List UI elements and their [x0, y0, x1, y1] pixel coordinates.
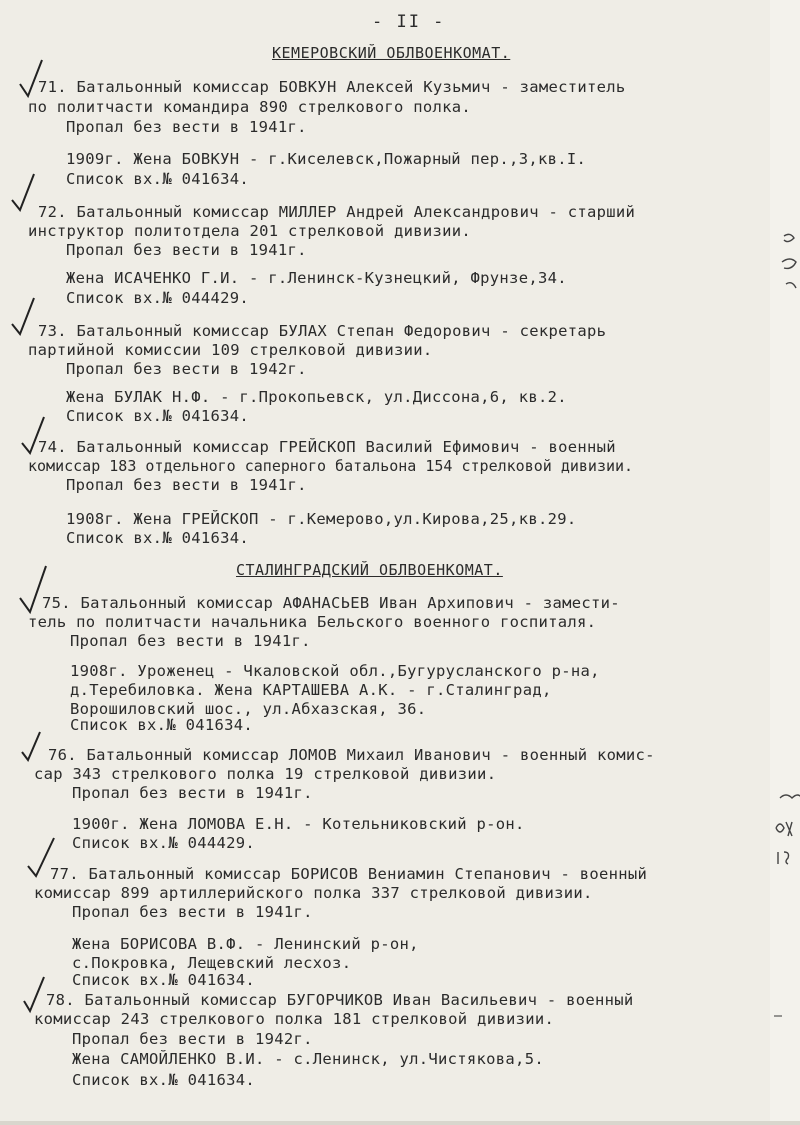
entry-76-line-2: сар 343 стрелкового полка 19 стрелковой дивизии.	[34, 765, 497, 783]
entry-74-line-2: комиссар 183 отдельного саперного батальона 154 стрелковой дивизии.	[28, 457, 634, 475]
entry-75-line-2: тель по политчасти начальника Бельского военного госпиталя.	[28, 613, 597, 631]
entry-74-line-4: 1908г. Жена ГРЕЙСКОП - г.Кемерово,ул.Кирова,25,кв.29.	[66, 510, 577, 528]
entry-77-line-4: Жена БОРИСОВА В.Ф. - Ленинский р-он,	[72, 935, 419, 953]
entry-78-line-3: Пропал без вести в 1942г.	[72, 1030, 313, 1048]
entry-71-line-1: 71. Батальонный комиссар БОВКУН Алексей Кузьмич - заместитель	[38, 78, 626, 96]
entry-76-line-4: 1900г. Жена ЛОМОВА Е.Н. - Котельниковский р-он.	[72, 815, 525, 833]
entry-72-line-4: Жена ИСАЧЕНКО Г.И. - г.Ленинск-Кузнецкий, Фрунзе,34.	[66, 269, 567, 287]
entry-75-line-5: д.Теребиловка. Жена КАРТАШЕВА А.К. - г.Сталинград,	[70, 681, 552, 699]
entry-73-line-1: 73. Батальонный комиссар БУЛАХ Степан Федорович - секретарь	[38, 322, 607, 340]
entry-72-line-1: 72. Батальонный комиссар МИЛЛЕР Андрей Александрович - старший	[38, 203, 636, 221]
entry-73-line-2: партийной комиссии 109 стрелковой дивизии.	[28, 341, 433, 359]
entry-73-line-5: Список вх.№ 041634.	[66, 407, 250, 425]
next-page-edge	[770, 0, 800, 1121]
entry-78-line-5: Список вх.№ 041634.	[72, 1071, 256, 1089]
handwritten-margin-marks	[770, 0, 800, 1121]
entry-77-line-2: комиссар 899 артиллерийского полка 337 стрелковой дивизии.	[34, 884, 593, 902]
entry-78-line-4: Жена САМОЙЛЕНКО В.И. - с.Ленинск, ул.Чистякова,5.	[72, 1050, 544, 1068]
checkmark-icon	[10, 172, 38, 214]
entry-71-line-5: Список вх.№ 041634.	[66, 170, 250, 188]
entry-72-line-5: Список вх.№ 044429.	[66, 289, 250, 307]
entry-71-line-2: по политчасти командира 890 стрелкового полка.	[28, 98, 472, 116]
page-number: - II -	[372, 12, 446, 32]
entry-75-line-1: 75. Батальонный комиссар АФАНАСЬЕВ Иван Архипович - замести-	[42, 594, 620, 612]
checkmark-icon	[10, 296, 38, 338]
entry-75-line-6: Ворошиловский шос., ул.Абхазская, 36.	[70, 700, 427, 718]
checkmark-icon	[20, 730, 44, 764]
entry-74-line-3: Пропал без вести в 1941г.	[66, 476, 307, 494]
entry-74-line-5: Список вх.№ 041634.	[66, 529, 250, 547]
entry-77-line-6: Список вх.№ 041634.	[72, 971, 256, 989]
entry-71-line-4: 1909г. Жена БОВКУН - г.Киселевск,Пожарный пер.,3,кв.I.	[66, 150, 587, 168]
entry-77-line-3: Пропал без вести в 1941г.	[72, 903, 313, 921]
entry-74-line-1: 74. Батальонный комиссар ГРЕЙСКОП Василий Ефимович - военный	[38, 438, 616, 456]
entry-76-line-3: Пропал без вести в 1941г.	[72, 784, 313, 802]
entry-76-line-5: Список вх.№ 044429.	[72, 834, 256, 852]
entry-77-line-5: с.Покровка, Лещевский лесхоз.	[72, 954, 352, 972]
section-title-kemerovo: КЕМЕРОВСКИЙ ОБЛВОЕНКОМАТ.	[272, 44, 511, 62]
entry-75-line-3: Пропал без вести в 1941г.	[70, 632, 311, 650]
entry-73-line-3: Пропал без вести в 1942г.	[66, 360, 307, 378]
entry-75-line-7: Список вх.№ 041634.	[70, 716, 254, 734]
entry-72-line-2: инструктор политотдела 201 стрелковой дивизии.	[28, 222, 472, 240]
entry-75-line-4: 1908г. Уроженец - Чкаловской обл.,Бугурусланского р-на,	[70, 662, 600, 680]
entry-72-line-3: Пропал без вести в 1941г.	[66, 241, 307, 259]
entry-71-line-3: Пропал без вести в 1941г.	[66, 118, 307, 136]
entry-76-line-1: 76. Батальонный комиссар ЛОМОВ Михаил Иванович - военный комис-	[48, 746, 655, 764]
entry-77-line-1: 77. Батальонный комиссар БОРИСОВ Вениамин Степанович - военный	[50, 865, 648, 883]
entry-78-line-2: комиссар 243 стрелкового полка 181 стрелковой дивизии.	[34, 1010, 555, 1028]
section-title-stalingrad: СТАЛИНГРАДСКИЙ ОБЛВОЕНКОМАТ.	[236, 561, 503, 579]
checkmark-icon	[22, 975, 48, 1015]
entry-73-line-4: Жена БУЛАК Н.Ф. - г.Прокопьевск, ул.Диссона,6, кв.2.	[66, 388, 567, 406]
entry-78-line-1: 78. Батальонный комиссар БУГОРЧИКОВ Иван Васильевич - военный	[46, 991, 634, 1009]
